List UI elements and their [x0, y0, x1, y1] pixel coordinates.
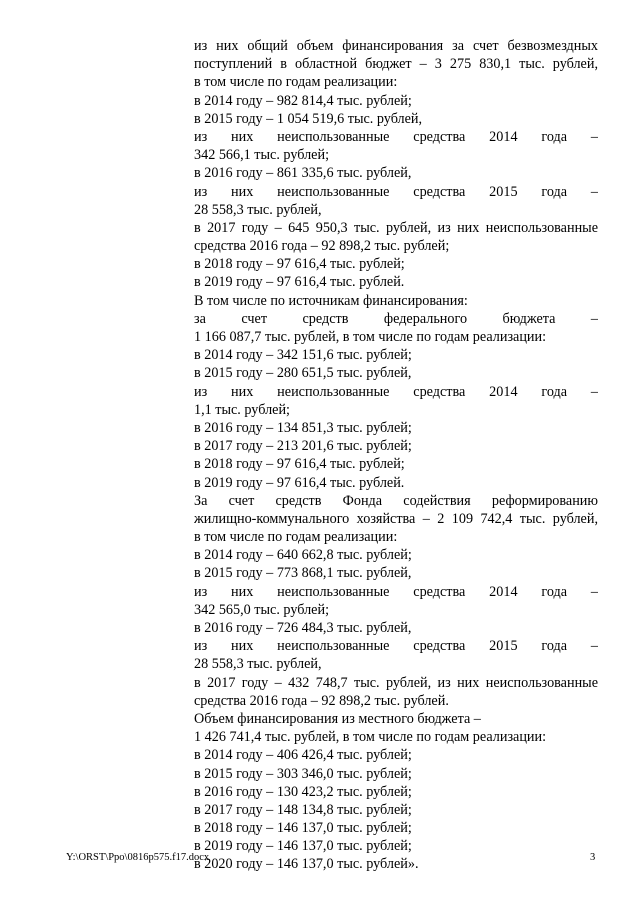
text-line: в 2015 году – 280 651,5 тыс. рублей,: [194, 365, 412, 382]
text-line: из них неиспользованные средства 2015 года –: [194, 183, 598, 200]
text-line: 342 565,0 тыс. рублей;: [194, 601, 330, 618]
text-line: в 2018 году – 146 137,0 тыс. рублей;: [194, 820, 412, 837]
text-line: в 2019 году – 146 137,0 тыс. рублей;: [194, 838, 412, 855]
text-line: из них общий объем финансирования за счет безвозмездных: [194, 38, 598, 54]
text-line: средства 2016 года – 92 898,2 тыс. рублей;: [194, 238, 450, 255]
text-line: в 2014 году – 342 151,6 тыс. рублей;: [194, 347, 412, 364]
text-line: в 2016 году – 726 484,3 тыс. рублей,: [194, 620, 412, 636]
text-line: Объем финансирования из местного бюджета –: [194, 710, 481, 727]
text-line: 342 566,1 тыс. рублей;: [194, 147, 330, 164]
text-line: в 2014 году – 982 814,4 тыс. рублей;: [194, 92, 412, 109]
text-line: В том числе по источникам финансирования:: [194, 292, 468, 309]
text-line: средства 2016 года – 92 898,2 тыс. рублей.: [194, 692, 449, 709]
page-number: 3: [590, 852, 596, 863]
footer-file-path: Y:\ORST\Ppo\0816p575.f17.docx: [66, 852, 210, 863]
text-line: из них неиспользованные средства 2014 года –: [194, 583, 598, 600]
text-line: в 2018 году – 97 616,4 тыс. рублей;: [194, 456, 405, 473]
text-line: поступлений в областной бюджет – 3 275 830,1 тыс. рублей,: [194, 56, 598, 73]
document-body: [194, 37, 598, 874]
text-line: в 2019 году – 97 616,4 тыс. рублей.: [194, 474, 405, 491]
text-line: в том числе по годам реализации:: [194, 529, 398, 546]
text-line: в 2015 году – 303 346,0 тыс. рублей;: [194, 765, 412, 782]
text-line: в 2017 году – 645 950,3 тыс. рублей, из них неиспользованные: [194, 219, 598, 236]
text-line: в 2020 году – 146 137,0 тыс. рублей».: [194, 856, 419, 873]
text-line: 1 166 087,7 тыс. рублей, в том числе по годам реализации:: [194, 329, 547, 345]
text-line: жилищно-коммунального хозяйства – 2 109 742,4 тыс. рублей,: [194, 510, 598, 527]
text-line: в 2017 году – 148 134,8 тыс. рублей;: [194, 801, 412, 818]
text-line: в 2016 году – 861 335,6 тыс. рублей,: [194, 165, 412, 182]
text-line: 28 558,3 тыс. рублей,: [194, 201, 322, 218]
text-line: в 2017 году – 432 748,7 тыс. рублей, из них неиспользованные: [194, 674, 598, 691]
text-line: из них неиспользованные средства 2014 года –: [194, 128, 598, 145]
text-line: в 2017 году – 213 201,6 тыс. рублей;: [194, 438, 412, 455]
text-line: в 2016 году – 134 851,3 тыс. рублей;: [194, 419, 412, 436]
text-line: в том числе по годам реализации:: [194, 74, 398, 91]
text-line: 1,1 тыс. рублей;: [194, 401, 290, 418]
text-line: в 2014 году – 640 662,8 тыс. рублей;: [194, 547, 412, 564]
text-line: из них неиспользованные средства 2015 года –: [194, 638, 598, 655]
text-line: в 2015 году – 1 054 519,6 тыс. рублей,: [194, 110, 423, 127]
text-line: в 2014 году – 406 426,4 тыс. рублей;: [194, 747, 412, 764]
text-line: 28 558,3 тыс. рублей,: [194, 656, 322, 673]
text-line: За счет средств Фонда содействия реформированию: [194, 492, 598, 509]
text-line: в 2018 году – 97 616,4 тыс. рублей;: [194, 256, 405, 273]
text-line: за счет средств федерального бюджета –: [194, 310, 598, 327]
text-line: из них неиспользованные средства 2014 года –: [194, 383, 598, 400]
text-line: в 2019 году – 97 616,4 тыс. рублей.: [194, 274, 405, 291]
text-line: в 2016 году – 130 423,2 тыс. рублей;: [194, 783, 412, 800]
text-line: в 2015 году – 773 868,1 тыс. рублей,: [194, 565, 412, 582]
text-line: 1 426 741,4 тыс. рублей, в том числе по годам реализации:: [194, 729, 547, 746]
